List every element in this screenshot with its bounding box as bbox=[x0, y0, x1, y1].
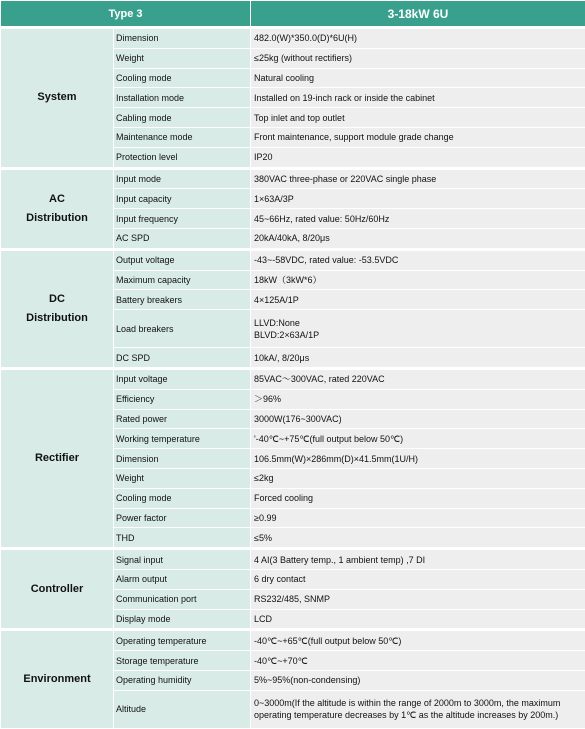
category-label: AC bbox=[1, 190, 113, 209]
parameter-name: AC SPD bbox=[114, 228, 251, 249]
parameter-value bbox=[251, 609, 585, 630]
parameter-name: Alarm output bbox=[114, 569, 251, 589]
value-line: 482.0(W)*350.0(D)*6U(H) bbox=[254, 32, 585, 44]
value-line: ≥0.99 bbox=[254, 512, 585, 524]
value-line: 10kA/, 8/20μs bbox=[254, 352, 585, 364]
value-line: -40℃~+65℃(full output below 50℃) bbox=[254, 635, 585, 647]
parameter-name: Communication port bbox=[114, 589, 251, 609]
parameter-value bbox=[251, 488, 585, 508]
value-line: ≤25kg (without rectifiers) bbox=[254, 52, 585, 64]
value-line: 18kW（3kW*6） bbox=[254, 274, 585, 286]
parameter-name: Input frequency bbox=[114, 209, 251, 229]
value-line: 4×125A/1P bbox=[254, 294, 585, 306]
parameter-value bbox=[251, 270, 585, 290]
parameter-value bbox=[251, 189, 585, 209]
parameter-name: Cooling mode bbox=[114, 488, 251, 508]
category-cell bbox=[1, 549, 114, 630]
parameter-value bbox=[251, 670, 585, 690]
value-line: 0~3000m(If the altitude is within the range of 2000m to 3000m, the maximum bbox=[254, 697, 585, 709]
value-line: ≤2kg bbox=[254, 472, 585, 484]
parameter-name: Signal input bbox=[114, 549, 251, 570]
parameter-value bbox=[251, 290, 585, 310]
value-line: 6 dry contact bbox=[254, 573, 585, 585]
category-label: Rectifier bbox=[1, 449, 113, 468]
value-line: Top inlet and top outlet bbox=[254, 112, 585, 124]
parameter-name: Storage temperature bbox=[114, 651, 251, 671]
parameter-name: Input voltage bbox=[114, 368, 251, 389]
parameter-value bbox=[251, 449, 585, 469]
value-line: '-40℃~+75℃(full output below 50℃) bbox=[254, 433, 585, 445]
value-line: -43~-58VDC, rated value: -53.5VDC bbox=[254, 254, 585, 266]
parameter-name: Dimension bbox=[114, 28, 251, 49]
category-label: Distribution bbox=[1, 309, 113, 328]
category-label: DC bbox=[1, 290, 113, 309]
parameter-value bbox=[251, 108, 585, 128]
parameter-value bbox=[251, 368, 585, 389]
header-row bbox=[1, 1, 585, 28]
parameter-value bbox=[251, 589, 585, 609]
parameter-value bbox=[251, 630, 585, 651]
category-label: System bbox=[1, 88, 113, 107]
category-cell bbox=[1, 28, 114, 169]
value-line: 380VAC three-phase or 220VAC single phase bbox=[254, 173, 585, 185]
parameter-name: Installation mode bbox=[114, 88, 251, 108]
parameter-name: Weight bbox=[114, 468, 251, 488]
value-line: BLVD:2×63A/1P bbox=[254, 329, 585, 341]
parameter-value bbox=[251, 409, 585, 429]
value-line: Natural cooling bbox=[254, 72, 585, 84]
category-label: Distribution bbox=[1, 209, 113, 228]
parameter-name: Weight bbox=[114, 48, 251, 68]
spec-row bbox=[1, 368, 585, 389]
parameter-value bbox=[251, 389, 585, 409]
parameter-value bbox=[251, 68, 585, 88]
parameter-name: Display mode bbox=[114, 609, 251, 630]
parameter-value bbox=[251, 528, 585, 549]
parameter-value bbox=[251, 348, 585, 369]
parameter-value bbox=[251, 569, 585, 589]
parameter-name: Output voltage bbox=[114, 249, 251, 270]
parameter-name: Battery breakers bbox=[114, 290, 251, 310]
parameter-value bbox=[251, 508, 585, 528]
spec-row bbox=[1, 549, 585, 570]
category-label: Environment bbox=[1, 670, 113, 689]
parameter-value bbox=[251, 249, 585, 270]
category-cell bbox=[1, 249, 114, 368]
spec-row bbox=[1, 249, 585, 270]
header-type: Type 3 bbox=[1, 1, 251, 28]
value-line: ≤5% bbox=[254, 532, 585, 544]
parameter-name: Input mode bbox=[114, 168, 251, 189]
value-line: Forced cooling bbox=[254, 492, 585, 504]
value-line: 20kA/40kA, 8/20μs bbox=[254, 232, 585, 244]
parameter-name: Working temperature bbox=[114, 429, 251, 449]
category-cell bbox=[1, 368, 114, 548]
parameter-name: Efficiency bbox=[114, 389, 251, 409]
value-line: LLVD:None bbox=[254, 317, 585, 329]
category-label: Controller bbox=[1, 580, 113, 599]
parameter-value bbox=[251, 88, 585, 108]
category-cell bbox=[1, 630, 114, 728]
parameter-value bbox=[251, 690, 585, 728]
spec-row bbox=[1, 168, 585, 189]
value-line: 1×63A/3P bbox=[254, 193, 585, 205]
parameter-name: Protection level bbox=[114, 147, 251, 168]
value-line: 106.5mm(W)×286mm(D)×41.5mm(1U/H) bbox=[254, 453, 585, 465]
value-line: RS232/485, SNMP bbox=[254, 593, 585, 605]
parameter-name: Maintenance mode bbox=[114, 127, 251, 147]
parameter-name: THD bbox=[114, 528, 251, 549]
parameter-value bbox=[251, 48, 585, 68]
value-line: LCD bbox=[254, 613, 585, 625]
parameter-value bbox=[251, 147, 585, 168]
spec-row bbox=[1, 630, 585, 651]
parameter-name: Operating humidity bbox=[114, 670, 251, 690]
spec-body bbox=[1, 28, 585, 729]
parameter-value bbox=[251, 310, 585, 348]
parameter-name: Input capacity bbox=[114, 189, 251, 209]
value-line: -40℃~+70℃ bbox=[254, 655, 585, 667]
parameter-value bbox=[251, 468, 585, 488]
value-line: Installed on 19-inch rack or inside the cabinet bbox=[254, 92, 585, 104]
value-line: ＞96% bbox=[254, 393, 585, 405]
parameter-name: Operating temperature bbox=[114, 630, 251, 651]
value-line: 5%~95%(non-condensing) bbox=[254, 674, 585, 686]
parameter-name: Maximum capacity bbox=[114, 270, 251, 290]
parameter-name: Altitude bbox=[114, 690, 251, 728]
category-cell bbox=[1, 168, 114, 249]
parameter-name: Dimension bbox=[114, 449, 251, 469]
parameter-name: Cooling mode bbox=[114, 68, 251, 88]
parameter-value bbox=[251, 127, 585, 147]
value-line: operating temperature decreases by 1℃ as the altitude increases by 200m.) bbox=[254, 709, 585, 721]
parameter-value bbox=[251, 209, 585, 229]
value-line: 4 AI(3 Battery temp., 1 ambient temp) ,7 DI bbox=[254, 554, 585, 566]
value-line: 85VAC～300VAC, rated 220VAC bbox=[254, 373, 585, 385]
parameter-value bbox=[251, 228, 585, 249]
parameter-value bbox=[251, 28, 585, 49]
value-line: 45~66Hz, rated value: 50Hz/60Hz bbox=[254, 213, 585, 225]
parameter-value bbox=[251, 651, 585, 671]
parameter-name: Power factor bbox=[114, 508, 251, 528]
parameter-value bbox=[251, 429, 585, 449]
value-line: IP20 bbox=[254, 151, 585, 163]
parameter-name: Rated power bbox=[114, 409, 251, 429]
parameter-name: DC SPD bbox=[114, 348, 251, 369]
value-line: Front maintenance, support module grade change bbox=[254, 131, 585, 143]
spec-row bbox=[1, 28, 585, 49]
parameter-value bbox=[251, 168, 585, 189]
value-line: 3000W(176~300VAC) bbox=[254, 413, 585, 425]
parameter-name: Load breakers bbox=[114, 310, 251, 348]
parameter-name: Cabling mode bbox=[114, 108, 251, 128]
header-model: 3-18kW 6U bbox=[251, 1, 585, 28]
parameter-value bbox=[251, 549, 585, 570]
